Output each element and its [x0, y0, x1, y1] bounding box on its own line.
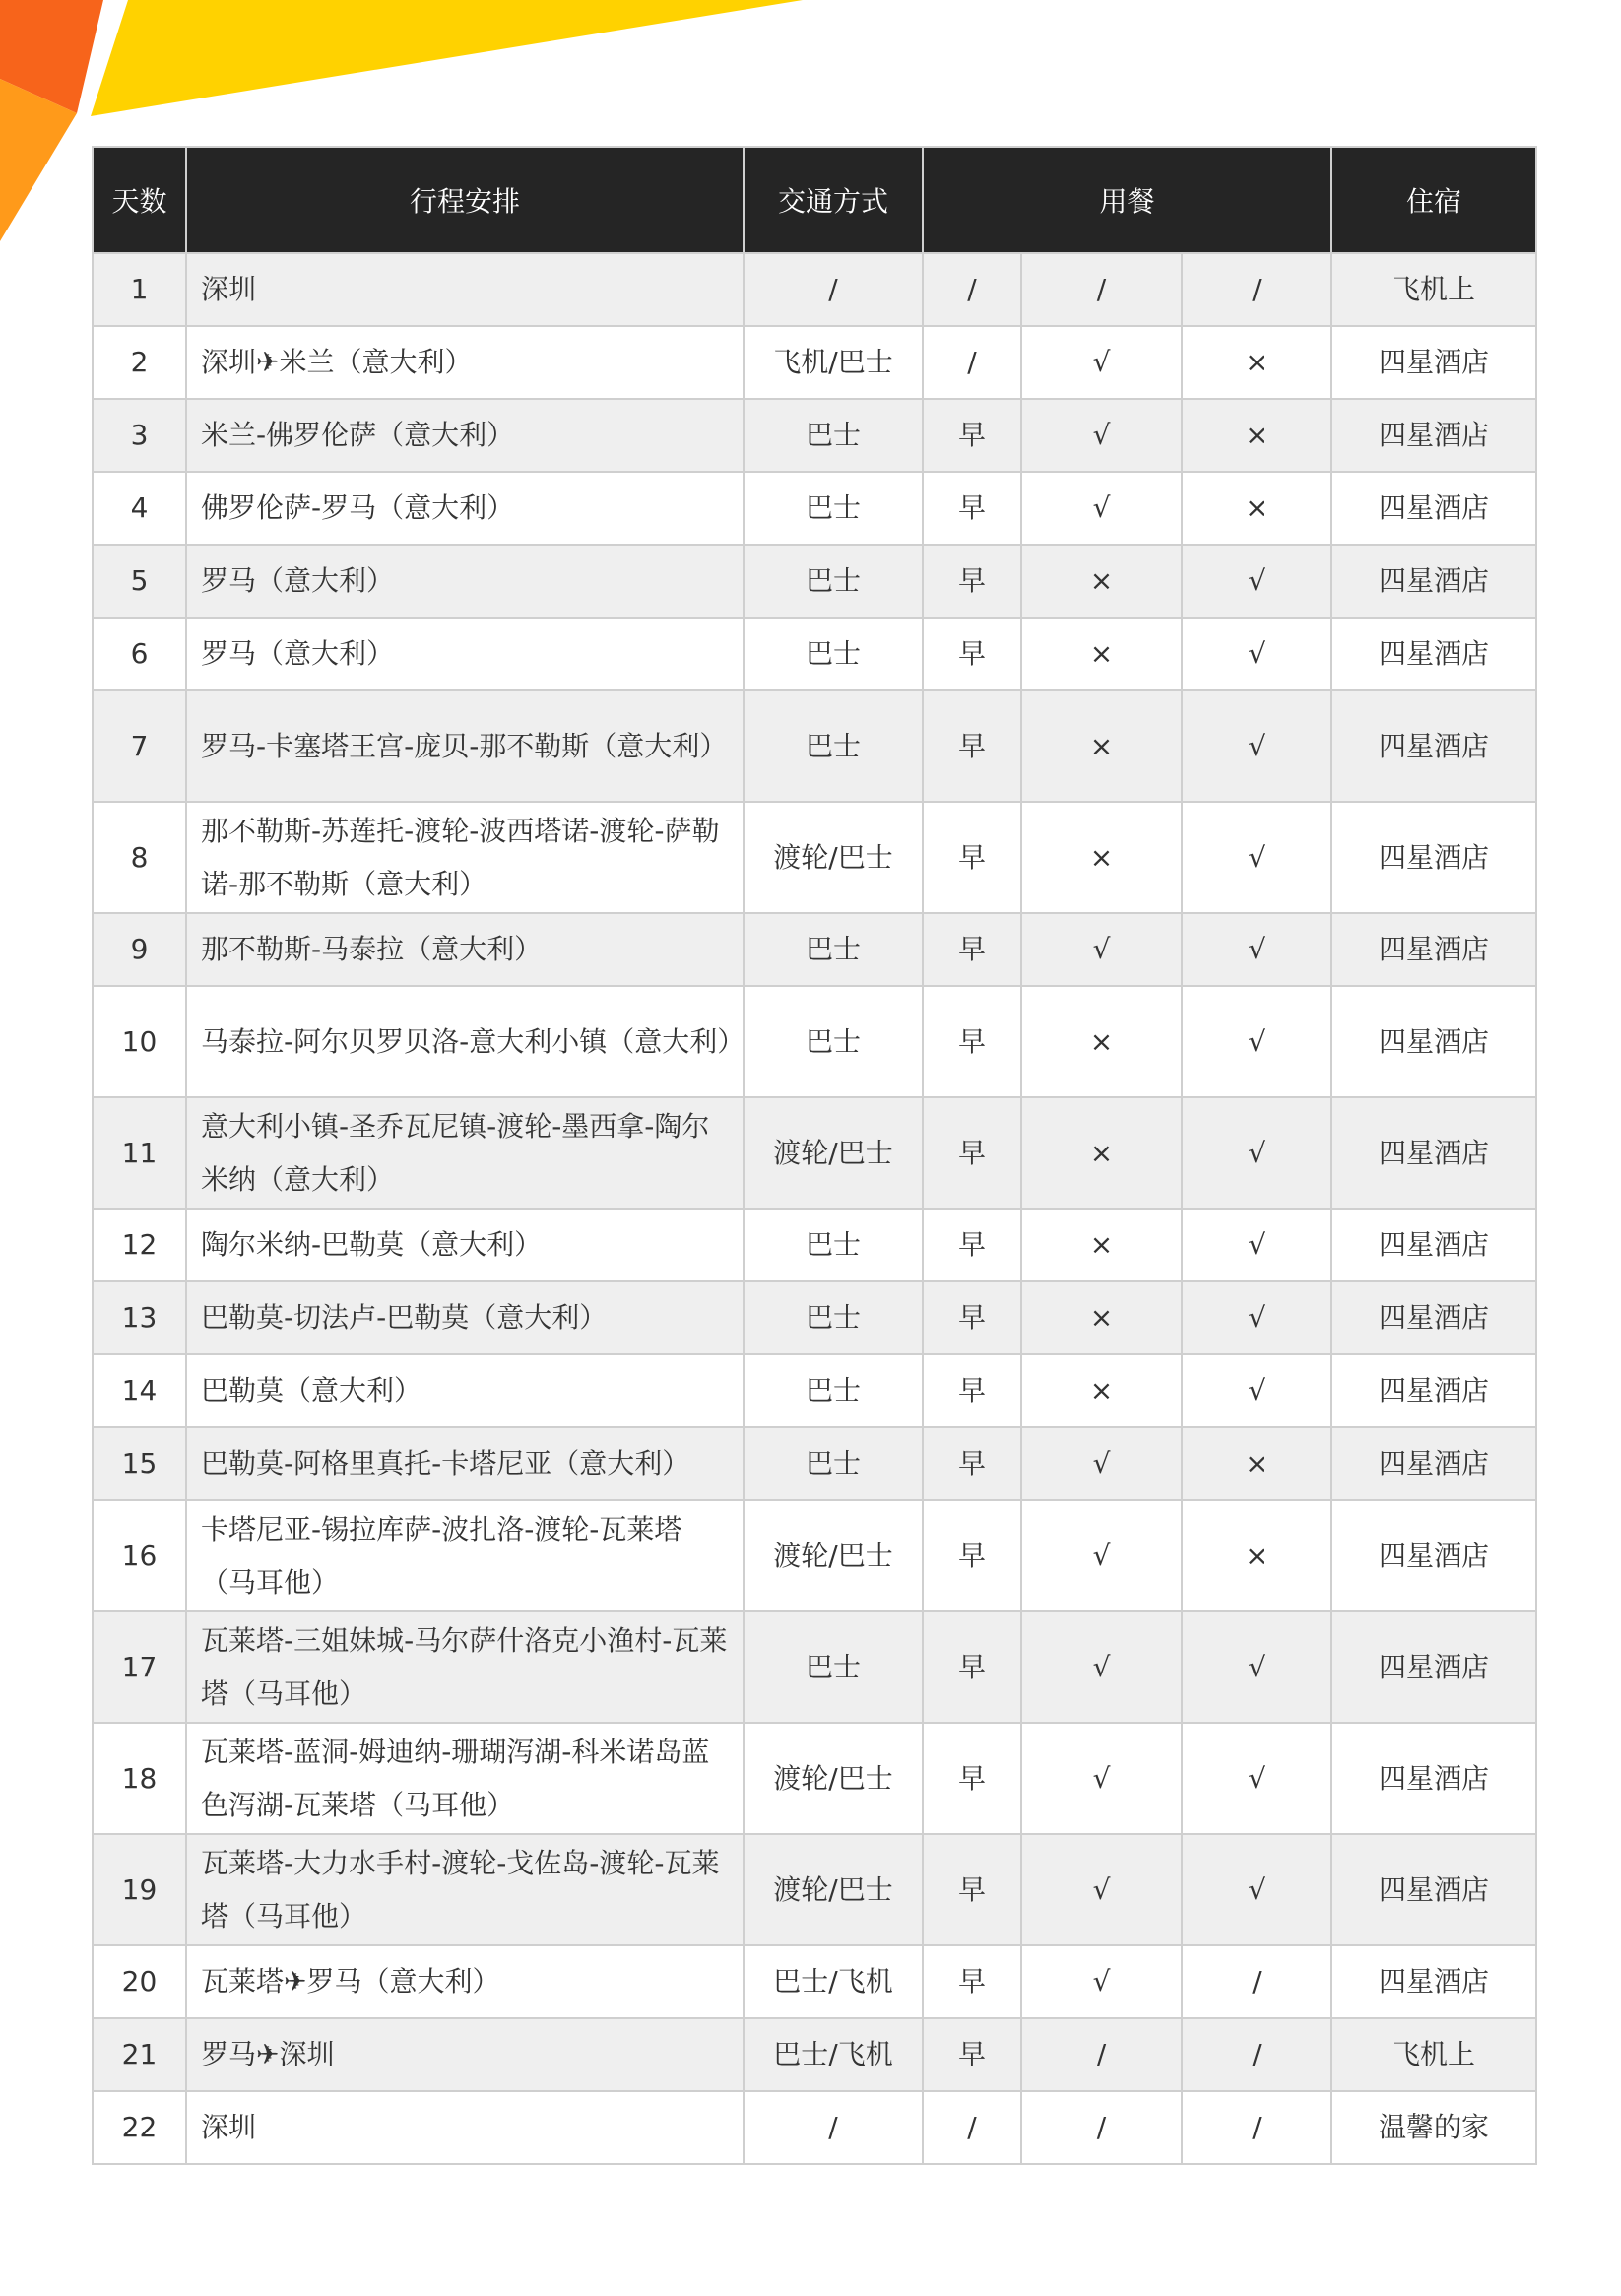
dinner-cell: √	[1182, 1611, 1331, 1723]
header-transport: 交通方式	[744, 147, 923, 253]
hotel-cell: 四星酒店	[1331, 1354, 1536, 1427]
transport-cell: 巴士	[744, 618, 923, 690]
transport-cell: 渡轮/巴士	[744, 1723, 923, 1834]
day-cell: 10	[93, 986, 186, 1097]
dinner-cell: √	[1182, 913, 1331, 986]
hotel-cell: 四星酒店	[1331, 1611, 1536, 1723]
route-cell: 罗马（意大利）	[186, 618, 744, 690]
table-row	[93, 690, 1536, 802]
breakfast-cell: 早	[923, 472, 1021, 545]
hotel-cell: 飞机上	[1331, 2018, 1536, 2091]
day-cell: 19	[93, 1834, 186, 1945]
day-cell: 6	[93, 618, 186, 690]
route-cell: 瓦莱塔✈罗马（意大利）	[186, 1945, 744, 2018]
table-row	[93, 1834, 1536, 1945]
route-cell: 那不勒斯-苏莲托-渡轮-波西塔诺-渡轮-萨勒诺-那不勒斯（意大利）	[186, 802, 744, 913]
table-row	[93, 1097, 1536, 1209]
dinner-cell: ×	[1182, 326, 1331, 399]
breakfast-cell: 早	[923, 1611, 1021, 1723]
hotel-cell: 四星酒店	[1331, 618, 1536, 690]
dinner-cell: √	[1182, 802, 1331, 913]
table-row	[93, 1354, 1536, 1427]
breakfast-cell: 早	[923, 986, 1021, 1097]
transport-cell: 渡轮/巴士	[744, 802, 923, 913]
day-cell: 7	[93, 690, 186, 802]
table-row	[93, 913, 1536, 986]
route-cell: 罗马（意大利）	[186, 545, 744, 618]
lunch-cell: ×	[1021, 1354, 1182, 1427]
table-row	[93, 1723, 1536, 1834]
hotel-cell: 四星酒店	[1331, 1834, 1536, 1945]
breakfast-cell: 早	[923, 1945, 1021, 2018]
table-row	[93, 1945, 1536, 2018]
dinner-cell: ×	[1182, 1500, 1331, 1611]
table-row	[93, 472, 1536, 545]
lunch-cell: ×	[1021, 802, 1182, 913]
breakfast-cell: 早	[923, 1723, 1021, 1834]
route-cell: 瓦莱塔-蓝洞-姆迪纳-珊瑚泻湖-科米诺岛蓝色泻湖-瓦莱塔（马耳他）	[186, 1723, 744, 1834]
lunch-cell: √	[1021, 326, 1182, 399]
hotel-cell: 四星酒店	[1331, 1281, 1536, 1354]
table-row	[93, 545, 1536, 618]
dinner-cell: √	[1182, 545, 1331, 618]
route-cell: 瓦莱塔-大力水手村-渡轮-戈佐岛-渡轮-瓦莱塔（马耳他）	[186, 1834, 744, 1945]
dinner-cell: /	[1182, 1945, 1331, 2018]
day-cell: 21	[93, 2018, 186, 2091]
hotel-cell: 四星酒店	[1331, 326, 1536, 399]
dinner-cell: /	[1182, 2091, 1331, 2164]
hotel-cell: 四星酒店	[1331, 1723, 1536, 1834]
dinner-cell: √	[1182, 1834, 1331, 1945]
transport-cell: 巴士	[744, 1354, 923, 1427]
breakfast-cell: 早	[923, 1354, 1021, 1427]
dinner-cell: ×	[1182, 472, 1331, 545]
route-cell: 深圳	[186, 253, 744, 326]
table-row	[93, 986, 1536, 1097]
route-cell: 巴勒莫-阿格里真托-卡塔尼亚（意大利）	[186, 1427, 744, 1500]
day-cell: 20	[93, 1945, 186, 2018]
transport-cell: 巴士	[744, 986, 923, 1097]
table-row	[93, 802, 1536, 913]
hotel-cell: 温馨的家	[1331, 2091, 1536, 2164]
breakfast-cell: 早	[923, 1097, 1021, 1209]
hotel-cell: 四星酒店	[1331, 690, 1536, 802]
route-cell: 巴勒莫-切法卢-巴勒莫（意大利）	[186, 1281, 744, 1354]
hotel-cell: 四星酒店	[1331, 1945, 1536, 2018]
hotel-cell: 四星酒店	[1331, 986, 1536, 1097]
day-cell: 5	[93, 545, 186, 618]
lunch-cell: ×	[1021, 545, 1182, 618]
table-header-row	[93, 147, 1536, 253]
lunch-cell: ×	[1021, 690, 1182, 802]
dinner-cell: √	[1182, 1723, 1331, 1834]
lunch-cell: √	[1021, 1834, 1182, 1945]
table-row	[93, 2018, 1536, 2091]
route-cell: 罗马-卡塞塔王宫-庞贝-那不勒斯（意大利）	[186, 690, 744, 802]
breakfast-cell: 早	[923, 1209, 1021, 1281]
transport-cell: 巴士	[744, 1427, 923, 1500]
hotel-cell: 四星酒店	[1331, 1097, 1536, 1209]
lunch-cell: ×	[1021, 986, 1182, 1097]
dinner-cell: √	[1182, 1097, 1331, 1209]
dinner-cell: √	[1182, 1209, 1331, 1281]
day-cell: 12	[93, 1209, 186, 1281]
dinner-cell: /	[1182, 2018, 1331, 2091]
lunch-cell: ×	[1021, 1097, 1182, 1209]
breakfast-cell: 早	[923, 690, 1021, 802]
transport-cell: 巴士	[744, 1209, 923, 1281]
table-row	[93, 1500, 1536, 1611]
hotel-cell: 四星酒店	[1331, 472, 1536, 545]
transport-cell: 巴士	[744, 1611, 923, 1723]
header-day: 天数	[93, 147, 186, 253]
route-cell: 马泰拉-阿尔贝罗贝洛-意大利小镇（意大利）	[186, 986, 744, 1097]
day-cell: 22	[93, 2091, 186, 2164]
breakfast-cell: 早	[923, 1834, 1021, 1945]
dinner-cell: √	[1182, 986, 1331, 1097]
header-meals: 用餐	[923, 147, 1331, 253]
transport-cell: 渡轮/巴士	[744, 1500, 923, 1611]
day-cell: 11	[93, 1097, 186, 1209]
day-cell: 16	[93, 1500, 186, 1611]
lunch-cell: √	[1021, 1723, 1182, 1834]
transport-cell: 渡轮/巴士	[744, 1834, 923, 1945]
hotel-cell: 四星酒店	[1331, 399, 1536, 472]
day-cell: 2	[93, 326, 186, 399]
breakfast-cell: 早	[923, 1500, 1021, 1611]
lunch-cell: ×	[1021, 618, 1182, 690]
hotel-cell: 四星酒店	[1331, 913, 1536, 986]
hotel-cell: 四星酒店	[1331, 1500, 1536, 1611]
breakfast-cell: 早	[923, 1281, 1021, 1354]
breakfast-cell: /	[923, 2091, 1021, 2164]
lunch-cell: /	[1021, 2091, 1182, 2164]
dinner-cell: √	[1182, 1354, 1331, 1427]
dinner-cell: ×	[1182, 1427, 1331, 1500]
table-row	[93, 326, 1536, 399]
day-cell: 3	[93, 399, 186, 472]
table-row	[93, 1281, 1536, 1354]
table-row	[93, 1611, 1536, 1723]
lunch-cell: √	[1021, 913, 1182, 986]
route-cell: 佛罗伦萨-罗马（意大利）	[186, 472, 744, 545]
transport-cell: 巴士	[744, 545, 923, 618]
lunch-cell: √	[1021, 472, 1182, 545]
itinerary-table	[92, 146, 1537, 2165]
table-row	[93, 1427, 1536, 1500]
day-cell: 8	[93, 802, 186, 913]
day-cell: 18	[93, 1723, 186, 1834]
transport-cell: /	[744, 2091, 923, 2164]
table-row	[93, 2091, 1536, 2164]
breakfast-cell: 早	[923, 1427, 1021, 1500]
route-cell: 罗马✈深圳	[186, 2018, 744, 2091]
table-row	[93, 618, 1536, 690]
table-body	[93, 253, 1536, 2164]
route-cell: 那不勒斯-马泰拉（意大利）	[186, 913, 744, 986]
route-cell: 深圳	[186, 2091, 744, 2164]
hotel-cell: 四星酒店	[1331, 1427, 1536, 1500]
transport-cell: 巴士	[744, 399, 923, 472]
transport-cell: 巴士	[744, 690, 923, 802]
transport-cell: 巴士/飞机	[744, 2018, 923, 2091]
breakfast-cell: 早	[923, 545, 1021, 618]
header-route: 行程安排	[186, 147, 744, 253]
lunch-cell: √	[1021, 1500, 1182, 1611]
route-cell: 瓦莱塔-三姐妹城-马尔萨什洛克小渔村-瓦莱塔（马耳他）	[186, 1611, 744, 1723]
day-cell: 15	[93, 1427, 186, 1500]
dinner-cell: √	[1182, 1281, 1331, 1354]
route-cell: 巴勒莫（意大利）	[186, 1354, 744, 1427]
lunch-cell: √	[1021, 399, 1182, 472]
day-cell: 1	[93, 253, 186, 326]
lunch-cell: ×	[1021, 1209, 1182, 1281]
transport-cell: 巴士	[744, 913, 923, 986]
lunch-cell: √	[1021, 1427, 1182, 1500]
transport-cell: 巴士	[744, 1281, 923, 1354]
breakfast-cell: 早	[923, 399, 1021, 472]
route-cell: 深圳✈米兰（意大利）	[186, 326, 744, 399]
transport-cell: 飞机/巴士	[744, 326, 923, 399]
lunch-cell: ×	[1021, 1281, 1182, 1354]
transport-cell: 巴士	[744, 472, 923, 545]
header-hotel: 住宿	[1331, 147, 1536, 253]
breakfast-cell: /	[923, 253, 1021, 326]
table-row	[93, 1209, 1536, 1281]
hotel-cell: 飞机上	[1331, 253, 1536, 326]
breakfast-cell: 早	[923, 913, 1021, 986]
lunch-cell: √	[1021, 1945, 1182, 2018]
dinner-cell: √	[1182, 618, 1331, 690]
route-cell: 米兰-佛罗伦萨（意大利）	[186, 399, 744, 472]
day-cell: 14	[93, 1354, 186, 1427]
dinner-cell: √	[1182, 690, 1331, 802]
route-cell: 陶尔米纳-巴勒莫（意大利）	[186, 1209, 744, 1281]
breakfast-cell: 早	[923, 802, 1021, 913]
table-row	[93, 253, 1536, 326]
route-cell: 卡塔尼亚-锡拉库萨-波扎洛-渡轮-瓦莱塔（马耳他）	[186, 1500, 744, 1611]
transport-cell: 巴士/飞机	[744, 1945, 923, 2018]
day-cell: 13	[93, 1281, 186, 1354]
dinner-cell: /	[1182, 253, 1331, 326]
table-row	[93, 399, 1536, 472]
day-cell: 9	[93, 913, 186, 986]
breakfast-cell: 早	[923, 2018, 1021, 2091]
lunch-cell: /	[1021, 253, 1182, 326]
breakfast-cell: /	[923, 326, 1021, 399]
lunch-cell: /	[1021, 2018, 1182, 2091]
hotel-cell: 四星酒店	[1331, 802, 1536, 913]
lunch-cell: √	[1021, 1611, 1182, 1723]
route-cell: 意大利小镇-圣乔瓦尼镇-渡轮-墨西拿-陶尔米纳（意大利）	[186, 1097, 744, 1209]
dinner-cell: ×	[1182, 399, 1331, 472]
breakfast-cell: 早	[923, 618, 1021, 690]
hotel-cell: 四星酒店	[1331, 1209, 1536, 1281]
day-cell: 4	[93, 472, 186, 545]
hotel-cell: 四星酒店	[1331, 545, 1536, 618]
transport-cell: 渡轮/巴士	[744, 1097, 923, 1209]
day-cell: 17	[93, 1611, 186, 1723]
transport-cell: /	[744, 253, 923, 326]
